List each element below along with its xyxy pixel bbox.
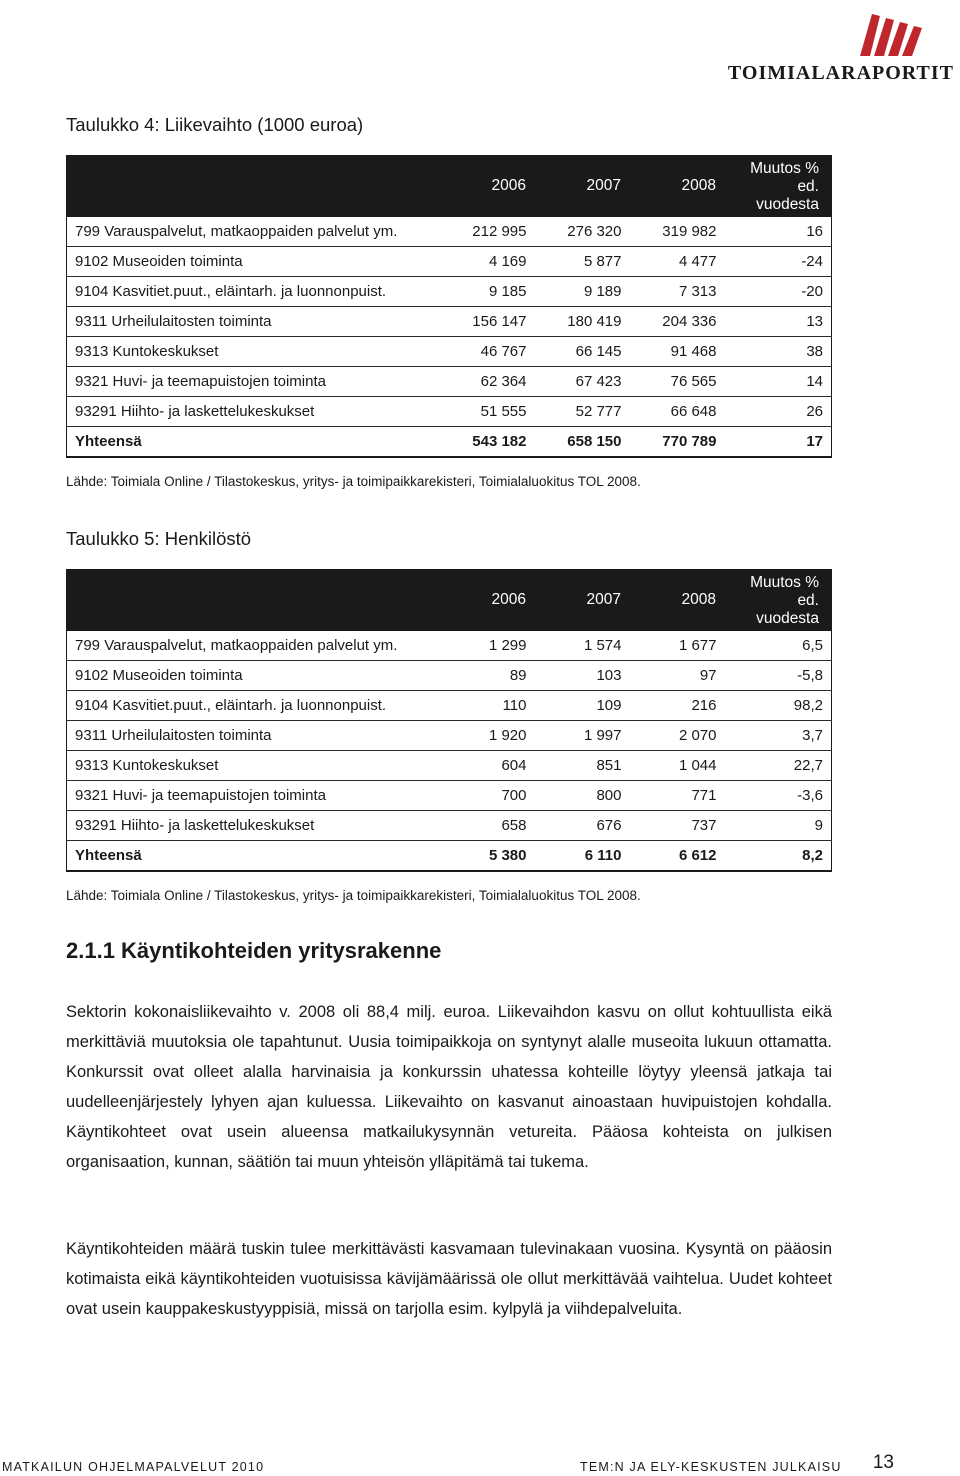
table4-row [67, 217, 832, 247]
table4-header-2006: 2006 [451, 156, 547, 217]
table5-source: Lähde: Toimiala Online / Tilastokeskus, yritys- ja toimipaikkarekisteri, Toimialaluokitus TOL 2008. [66, 888, 641, 903]
table5-cell-2007: 676 [547, 811, 642, 841]
table5-header-label [67, 570, 451, 631]
table5-cell-2008: 771 [642, 781, 737, 811]
table5-total-row [67, 841, 832, 872]
table4-cell-label: Yhteensä [67, 427, 451, 458]
table5-cell-label: 93291 Hiihto- ja laskettelukeskukset [67, 811, 451, 841]
table5-cell-change: 8,2 [737, 841, 832, 872]
table4-row [67, 247, 832, 277]
table4-cell-2008: 4 477 [642, 247, 737, 277]
table4-cell-2008: 204 336 [642, 307, 737, 337]
table5-cell-label: Yhteensä [67, 841, 451, 872]
table5-cell-2006: 89 [451, 661, 547, 691]
table4-header-2007: 2007 [547, 156, 642, 217]
table4-cell-2008: 319 982 [642, 217, 737, 247]
table5-cell-2007: 103 [547, 661, 642, 691]
table5-cell-label: 9321 Huvi- ja teemapuistojen toiminta [67, 781, 451, 811]
table5-cell-2008: 216 [642, 691, 737, 721]
table4-cell-change: 38 [737, 337, 832, 367]
table4-cell-2006: 46 767 [451, 337, 547, 367]
table4-cell-2006: 51 555 [451, 397, 547, 427]
table5-cell-2007: 851 [547, 751, 642, 781]
table5-cell-2008: 2 070 [642, 721, 737, 751]
table5-cell-2006: 1 299 [451, 631, 547, 661]
table5-cell-change: 98,2 [737, 691, 832, 721]
section-heading: 2.1.1 Käyntikohteiden yritysrakenne [66, 938, 442, 963]
table4-cell-2007: 66 145 [547, 337, 642, 367]
table5-header-change: Muutos % ed. vuodesta [737, 570, 832, 631]
table5-title: Taulukko 5: Henkilöstö [66, 528, 252, 549]
table4-cell-label: 93291 Hiihto- ja laskettelukeskukset [67, 397, 451, 427]
table5-cell-2007: 6 110 [547, 841, 642, 872]
table4-cell-2006: 543 182 [451, 427, 547, 458]
table5-cell-2007: 800 [547, 781, 642, 811]
table5-cell-2006: 110 [451, 691, 547, 721]
footer-publication-title: MATKAILUN OHJELMAPALVELUT 2010 [2, 1460, 265, 1474]
table4-header-change: Muutos % ed. vuodesta [737, 156, 832, 217]
page-number: 13 [872, 1452, 894, 1473]
table4-cell-2008: 66 648 [642, 397, 737, 427]
table5-cell-2006: 5 380 [451, 841, 547, 872]
table4-row [67, 367, 832, 397]
table5-cell-label: 9102 Museoiden toiminta [67, 661, 451, 691]
table4-header-row [67, 156, 832, 217]
table5-row [67, 631, 832, 661]
table5-cell-change: -5,8 [737, 661, 832, 691]
table5-cell-change: 9 [737, 811, 832, 841]
table4-cell-label: 9321 Huvi- ja teemapuistojen toiminta [67, 367, 451, 397]
table4-total-row [67, 427, 832, 458]
table5-cell-2006: 1 920 [451, 721, 547, 751]
table4-cell-2007: 658 150 [547, 427, 642, 458]
table4-cell-label: 9313 Kuntokeskukset [67, 337, 451, 367]
table4-cell-2006: 156 147 [451, 307, 547, 337]
table5-row [67, 721, 832, 751]
table4-cell-2008: 7 313 [642, 277, 737, 307]
table4-cell-2008: 770 789 [642, 427, 737, 458]
table5-cell-change: 22,7 [737, 751, 832, 781]
table5-personnel [66, 569, 832, 872]
section-paragraph-2: Käyntikohteiden määrä tuskin tulee merkittävästi kasvamaan tulevinakaan vuosina. Kysyntä on pääosin kotimaista eikä käyntikohteiden vuotuisissa kävijämäärissä ole ollut merkittävää vaihtelua. Uudet kohteet ovat usein kauppakeskustyyppisiä, missä on tarjolla esim. kylpylä ja viihdepalveluita. [66, 1240, 832, 1318]
table5-cell-2008: 97 [642, 661, 737, 691]
brand-name: TOIMIALARAPORTIT [727, 62, 954, 84]
table4-row [67, 307, 832, 337]
table5-header-2006: 2006 [451, 570, 547, 631]
section-paragraph-1: Sektorin kokonaisliikevaihto v. 2008 oli 88,4 milj. euroa. Liikevaihdon kasvu on ollut kohtuullista eikä merkittäviä muutoksia ole tapahtunut. Uusia toimipaikkoja on syntynyt alalle museoita lukuun ottamatta. Konkurssit ovat olleet alalla harvinaisia ja konkurssin uhatessa kohteille löytyy yleensä jatkaja tai uudelleenjärjestely lyhyen ajan kuluessa. Liikevaihto on kasvanut ainoastaan huvipuistojen kohdalla. Käyntikohteet ovat usein alueensa matkailukysynnän vetureita. Pääosa kohteista on julkisen organisaation, kunnan, säätiön tai muun yhteisön ylläpitämä tai tukema. [66, 1003, 832, 1171]
table4-cell-label: 799 Varauspalvelut, matkaoppaiden palvelut ym. [67, 217, 451, 247]
table5-cell-2006: 658 [451, 811, 547, 841]
table5-cell-change: 3,7 [737, 721, 832, 751]
table5-cell-2008: 6 612 [642, 841, 737, 872]
brand-logo [726, 4, 956, 84]
table5-cell-2008: 1 677 [642, 631, 737, 661]
table4-header-label [67, 156, 451, 217]
table4-row [67, 277, 832, 307]
table5-cell-label: 9313 Kuntokeskukset [67, 751, 451, 781]
table4-cell-change: 14 [737, 367, 832, 397]
table5-row [67, 691, 832, 721]
table4-cell-2008: 76 565 [642, 367, 737, 397]
table4-cell-2006: 212 995 [451, 217, 547, 247]
table5-cell-2007: 1 574 [547, 631, 642, 661]
table4-cell-change: 17 [737, 427, 832, 458]
table4-cell-2006: 62 364 [451, 367, 547, 397]
table5-row [67, 751, 832, 781]
table4-cell-2007: 67 423 [547, 367, 642, 397]
table4-cell-2007: 5 877 [547, 247, 642, 277]
table4-row [67, 397, 832, 427]
table4-row [67, 337, 832, 367]
table5-row [67, 781, 832, 811]
table5-cell-label: 9104 Kasvitiet.puut., eläintarh. ja luonnonpuist. [67, 691, 451, 721]
table5-cell-2008: 737 [642, 811, 737, 841]
table4-cell-2006: 9 185 [451, 277, 547, 307]
table5-row [67, 661, 832, 691]
table4-source: Lähde: Toimiala Online / Tilastokeskus, yritys- ja toimipaikkarekisteri, Toimialaluokitus TOL 2008. [66, 474, 641, 489]
table5-cell-2007: 109 [547, 691, 642, 721]
table4-header-2008: 2008 [642, 156, 737, 217]
table4-cell-label: 9311 Urheilulaitosten toiminta [67, 307, 451, 337]
footer-publisher: TEM:N JA ELY-KESKUSTEN JULKAISU [580, 1460, 842, 1474]
table4-cell-2007: 52 777 [547, 397, 642, 427]
table4-revenue [66, 155, 832, 458]
table5-cell-2007: 1 997 [547, 721, 642, 751]
table4-cell-label: 9104 Kasvitiet.puut., eläintarh. ja luonnonpuist. [67, 277, 451, 307]
table5-cell-change: 6,5 [737, 631, 832, 661]
table5-header-row [67, 570, 832, 631]
table5-cell-2006: 604 [451, 751, 547, 781]
table5-header-2008: 2008 [642, 570, 737, 631]
table5-cell-label: 9311 Urheilulaitosten toiminta [67, 721, 451, 751]
table4-cell-label: 9102 Museoiden toiminta [67, 247, 451, 277]
table4-cell-2007: 9 189 [547, 277, 642, 307]
table4-cell-change: 26 [737, 397, 832, 427]
table5-cell-change: -3,6 [737, 781, 832, 811]
table4-cell-2006: 4 169 [451, 247, 547, 277]
table4-cell-change: -20 [737, 277, 832, 307]
table5-row [67, 811, 832, 841]
table5-cell-2008: 1 044 [642, 751, 737, 781]
table5-cell-label: 799 Varauspalvelut, matkaoppaiden palvelut ym. [67, 631, 451, 661]
table5-cell-2006: 700 [451, 781, 547, 811]
table4-cell-change: 13 [737, 307, 832, 337]
logo-emblem-icon [850, 8, 930, 60]
table4-title: Taulukko 4: Liikevaihto (1000 euroa) [66, 114, 364, 135]
table4-cell-2007: 180 419 [547, 307, 642, 337]
table4-cell-2008: 91 468 [642, 337, 737, 367]
table4-cell-change: -24 [737, 247, 832, 277]
table5-header-2007: 2007 [547, 570, 642, 631]
table4-cell-2007: 276 320 [547, 217, 642, 247]
table4-cell-change: 16 [737, 217, 832, 247]
